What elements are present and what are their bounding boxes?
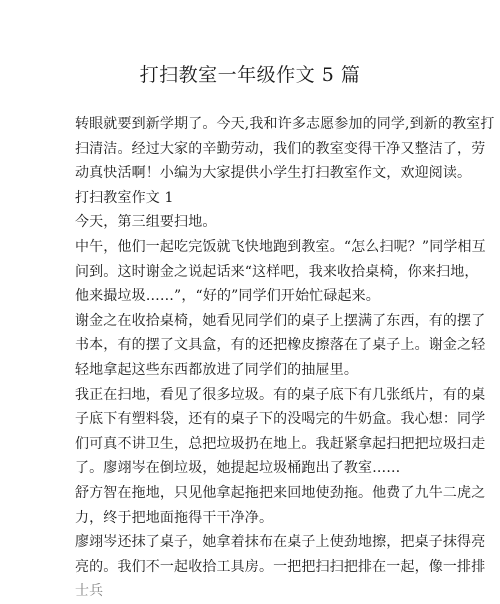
body-line: 他来撮垃圾……”，“好的”同学们开始忙碌起来。: [75, 288, 380, 305]
body-line: 舒方智在拖地，只见他拿起拖把来回地使劲拖。他费了九牛二虎之: [75, 484, 486, 501]
body-line: 轻地拿起这些东西都放进了同学们的抽屉里。: [75, 361, 358, 378]
body-line: 谢金之在收拾桌椅，她看见同学们的桌子上摆满了东西，有的摆了: [75, 312, 486, 329]
body-line: 力，终于把地面拖得干干净净。: [75, 509, 274, 526]
body-line: 扫清洁。经过大家的辛勤劳动，我们的教室变得干净又整洁了，劳: [75, 140, 486, 157]
document-title: 打扫教室一年级作文 5 篇: [139, 64, 361, 86]
section-heading: 打扫教室作文 1: [75, 189, 174, 206]
body-line: 我正在扫地，看见了很多垃圾。有的桌子底下有几张纸片，有的桌: [75, 386, 486, 403]
body-line: 子底下有塑料袋，还有的桌子下的没喝完的牛奶盒。我心想：同学: [75, 411, 486, 428]
body-line: 书本，有的摆了文具盒，有的还把橡皮擦落在了桌子上。谢金之轻: [75, 337, 486, 354]
body-line: 了。廖翊岑在倒垃圾，她提起垃圾桶跑出了教室……: [75, 460, 401, 477]
body-line: 们可真不讲卫生，总把垃圾扔在地上。我赶紧拿起扫把把垃圾扫走: [75, 435, 486, 452]
document-body: [75, 112, 495, 604]
body-line: 动真快活啊！小编为大家提供小学生打扫教室作文，欢迎阅读。: [75, 165, 472, 182]
body-line: 中午，他们一起吃完饭就飞快地跑到教室。“怎么扫呢？”同学相互: [75, 238, 486, 255]
body-line: 问到。这时谢金之说起话来“这样吧，我来收拾桌椅，你来扫地，: [75, 263, 479, 280]
body-line-cut-off: 士兵: [75, 583, 104, 600]
body-line: 亮的。我们不一起收拾工具房。一把把扫扫把排在一起，像一排排: [75, 558, 486, 575]
body-line: 廖翊岑还抹了桌子，她拿着抹布在桌子上使劲地擦，把桌子抹得亮: [75, 534, 486, 551]
body-line: 今天，第三组要扫地。: [75, 214, 217, 231]
body-line: 转眼就要到新学期了。今天,我和许多志愿参加的同学,到新的教室打: [75, 116, 495, 132]
